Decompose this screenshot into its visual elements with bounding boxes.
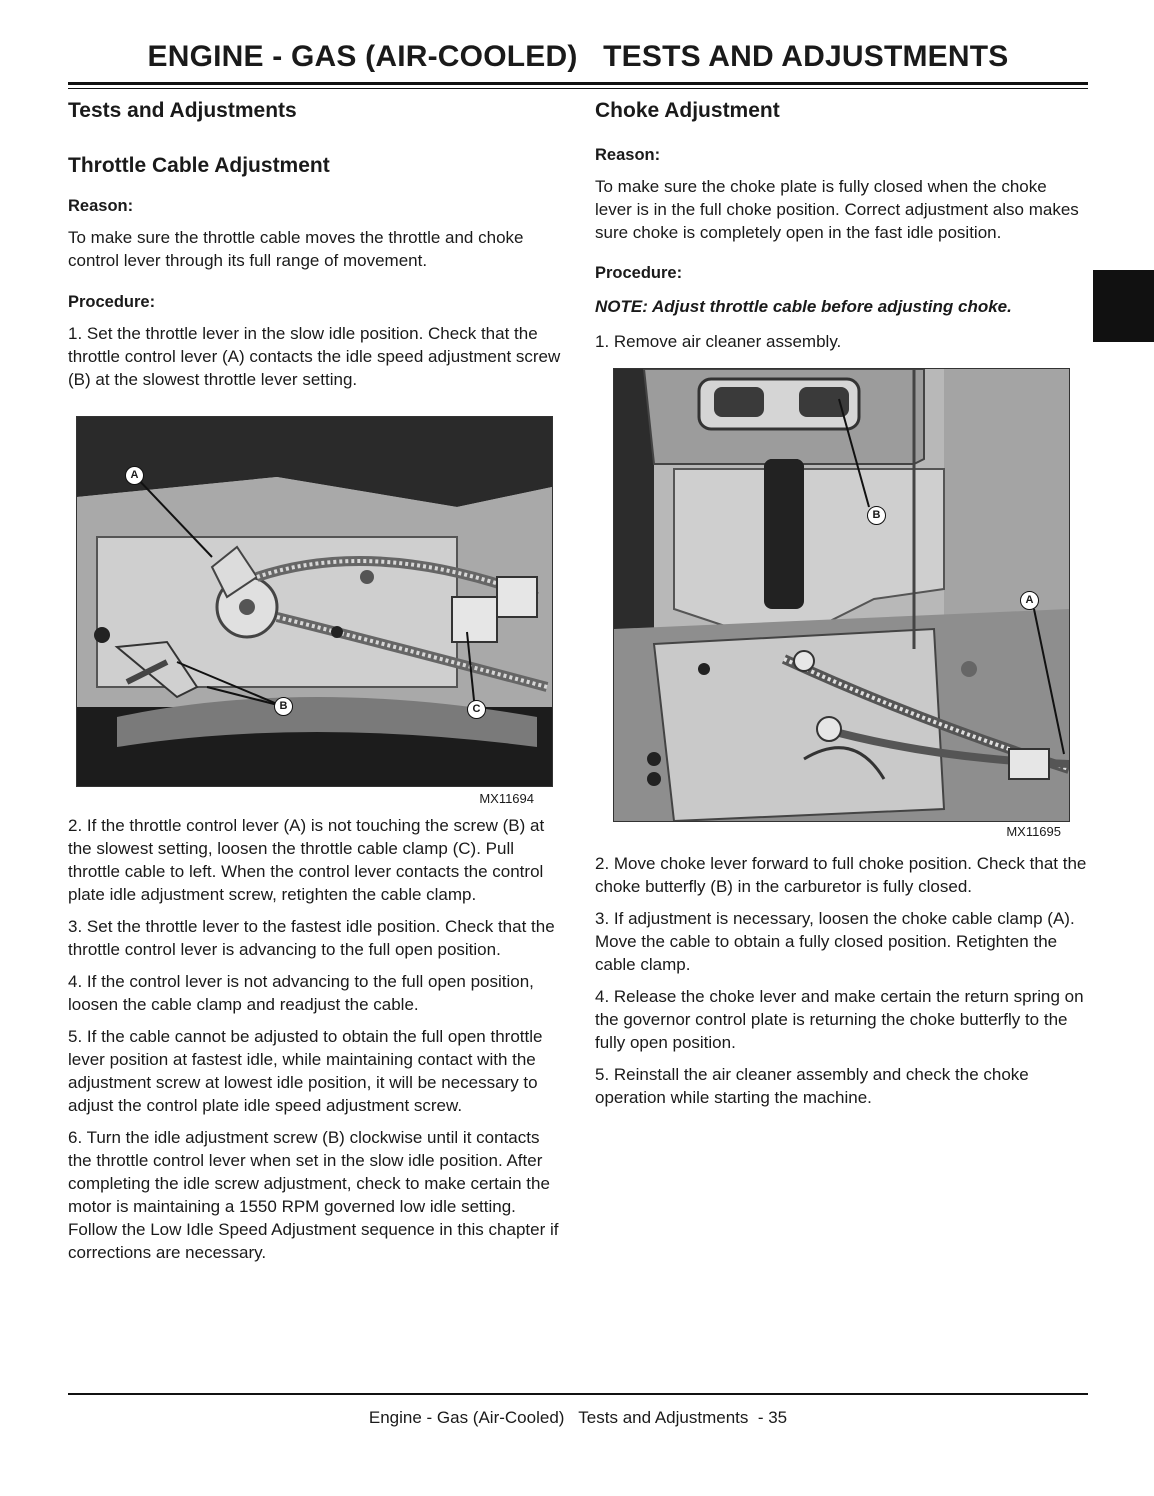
callout-a: A — [125, 466, 144, 485]
title-rule-thin — [68, 88, 1088, 89]
footer-rule — [68, 1393, 1088, 1395]
step-1: 1. Remove air cleaner assembly. — [595, 332, 842, 351]
step-3: 3. Set the throttle lever to the fastest idle position. Check that the throttle control lever is advancing to the full open position. — [68, 917, 555, 959]
choke-figure — [613, 368, 1070, 822]
section-heading: Tests and Adjustments — [68, 99, 297, 122]
throttle-cable-heading: Throttle Cable Adjustment — [68, 154, 330, 177]
reason-text: To make sure the choke plate is fully closed when the choke lever is in the full choke position. Correct adjustment also makes sure choke is completely open in the fast idle position. — [595, 177, 1079, 242]
reason-text: To make sure the throttle cable moves the throttle and choke control lever through its full range of movement. — [68, 228, 524, 270]
step-5: 5. Reinstall the air cleaner assembly and check the choke operation while starting the machine. — [595, 1065, 1029, 1107]
callout-b: B — [867, 506, 886, 525]
step-4: 4. Release the choke lever and make certain the return spring on the governor control plate is returning the choke butterfly to the fully open position. — [595, 987, 1084, 1052]
figure-caption: MX11694 — [479, 791, 534, 806]
step-2: 2. If the throttle control lever (A) is not touching the screw (B) at the slowest setting, loosen the throttle cable clamp (C). Pull throttle cable to left. When the control lever contacts the control plate idle adjustment screw, retighten the cable clamp. — [68, 816, 545, 904]
step-2: 2. Move choke lever forward to full choke position. Check that the choke butterfly (B) in the carburetor is fully closed. — [595, 854, 1087, 896]
section-tab — [1093, 270, 1154, 342]
reason-label: Reason: — [595, 146, 661, 164]
choke-photo — [614, 369, 1069, 821]
callout-a: A — [1020, 591, 1039, 610]
step-4: 4. If the control lever is not advancing to the full open position, loosen the cable clamp and readjust the cable. — [68, 972, 534, 1014]
procedure-label: Procedure: — [595, 264, 683, 282]
step-6: 6. Turn the idle adjustment screw (B) clockwise until it contacts the throttle control lever when set in the slow idle position. After completing the idle screw adjustment, check to make certain the motor is maintaining a 1550 RPM governed low idle setting. Follow the Low Idle Speed Adjustment sequence in this chapter if corrections are necessary. — [68, 1128, 559, 1262]
step-5: 5. If the cable cannot be adjusted to obtain the full open throttle lever position at fastest idle, while maintaining contact with the adjustment screw at lowest idle position, it will be necessary to adjust the control plate idle speed adjustment screw. — [68, 1027, 543, 1115]
figure-caption: MX11695 — [1006, 824, 1061, 839]
procedure-label: Procedure: — [68, 293, 156, 311]
choke-heading: Choke Adjustment — [595, 99, 780, 122]
callout-c: C — [467, 700, 486, 719]
throttle-figure — [76, 416, 553, 787]
reason-label: Reason: — [68, 197, 134, 215]
callout-b: B — [274, 697, 293, 716]
title-rule-thick — [68, 82, 1088, 85]
page-footer: Engine - Gas (Air-Cooled) Tests and Adjustments - 35 — [368, 1408, 788, 1427]
note-text: NOTE: Adjust throttle cable before adjusting choke. — [595, 297, 1012, 316]
step-1: 1. Set the throttle lever in the slow idle position. Check that the throttle control lever (A) contacts the idle speed adjustment screw (B) at the slowest throttle lever setting. — [68, 324, 561, 389]
throttle-photo — [77, 417, 552, 786]
step-3: 3. If adjustment is necessary, loosen the choke cable clamp (A). Move the cable to obtain a fully closed position. Retighten the cable clamp. — [595, 909, 1075, 974]
page-title: ENGINE - GAS (AIR-COOLED) TESTS AND ADJUSTMENTS — [147, 40, 1009, 73]
right-column — [595, 96, 1087, 1109]
left-column — [68, 96, 562, 1264]
